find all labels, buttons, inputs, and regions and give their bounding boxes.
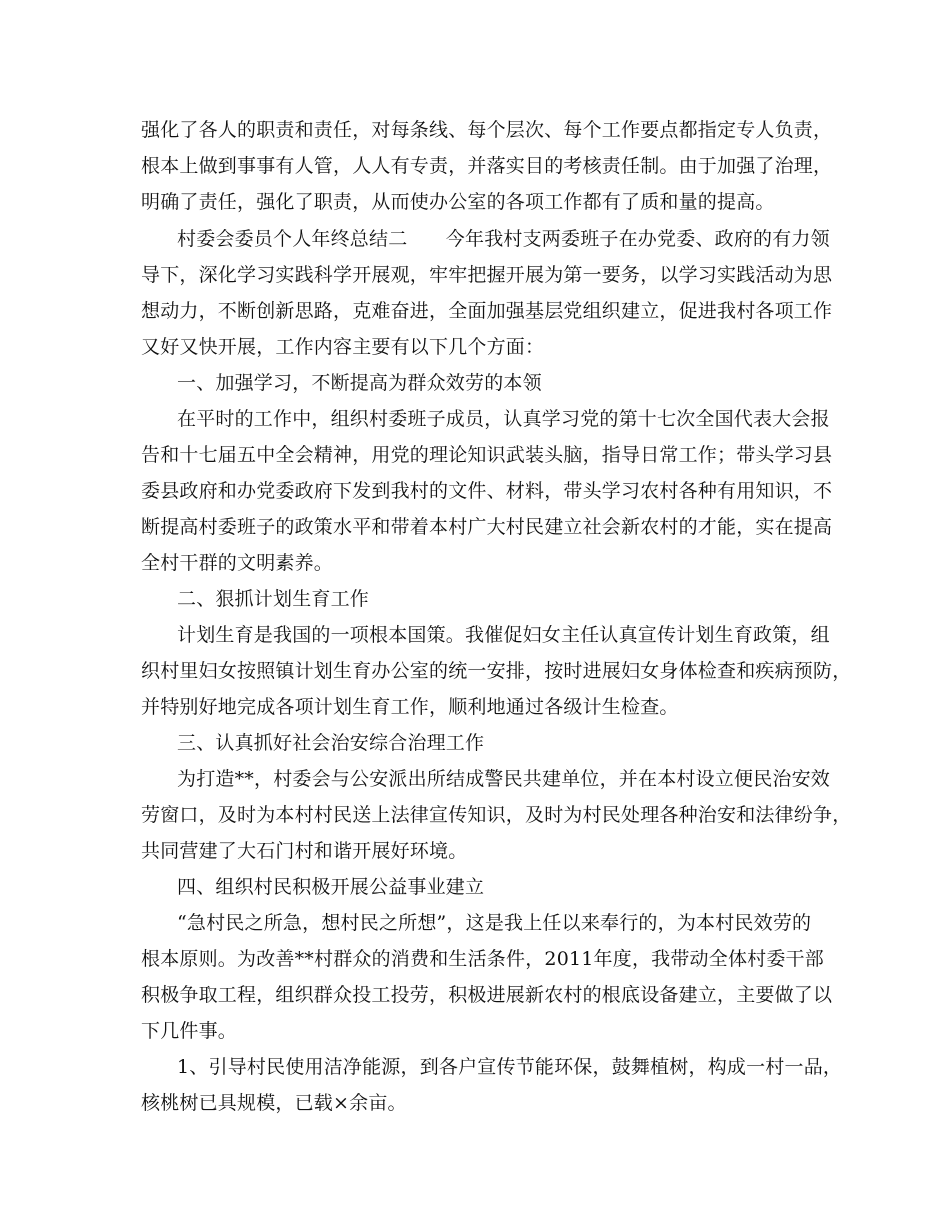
text-line: 断提高村委班子的政策水平和带着本村广大村民建立社会新农村的才能，实在提高 (141, 516, 833, 538)
text-line: 明确了责任，强化了职责，从而使办公室的各项工作都有了质和量的提高。 (141, 191, 775, 213)
text-line: 想动力，不断创新思路，克难奋进，全面加强基层党组织建立，促进我村各项工作 (141, 300, 833, 322)
text-line: 委县政府和办党委政府下发到我村的文件、材料，带头学习农村各种有用知识，不 (141, 480, 833, 502)
text-line: 积极争取工程，组织群众投工投劳，积极进展新农村的根底设备建立，主要做了以 (141, 984, 833, 1006)
text-line: 核桃树已具规模，已载×余亩。 (141, 1092, 407, 1114)
text-line: “急村民之所急，想村民之所想”，这是我上任以来奉行的，为本村民效劳的 (177, 912, 812, 934)
text-line: 导下，深化学习实践科学开展观，牢牢把握开展为第一要务，以学习实践活动为思 (141, 264, 833, 286)
text-line: 强化了各人的职责和责任，对每条线、每个层次、每个工作要点都指定专人负责， (141, 119, 833, 141)
text-line: 在平时的工作中，组织村委班子成员，认真学习党的第十七次全国代表大会报 (177, 408, 830, 430)
text-line: 下几件事。 (141, 1020, 238, 1042)
text-line: 全村干群的文明素养。 (141, 552, 334, 574)
text-line: 为打造**，村委会与公安派出所结成警民共建单位，并在本村设立便民治安效 (177, 768, 831, 790)
text-line: 织村里妇女按照镇计划生育办公室的统一安排，按时进展妇女身体检查和疾病预防， (141, 660, 852, 682)
section-heading: 四、组织村民积极开展公益事业建立 (177, 876, 485, 898)
text-line: 根本上做到事事有人管，人人有专责，并落实目的考核责任制。由于加强了治理， (141, 155, 833, 177)
text-line: 村委会委员个人年终总结二 今年我村支两委班子在办党委、政府的有力领 (177, 228, 830, 250)
text-line: 并特别好地完成各项计划生育工作，顺利地通过各级计生检查。 (141, 696, 679, 718)
text-line: 共同营建了大石门村和谐开展好环境。 (141, 840, 468, 862)
text-line: 计划生育是我国的一项根本国策。我催促妇女主任认真宣传计划生育政策，组 (177, 624, 830, 646)
text-line: 劳窗口，及时为本村村民送上法律宣传知识，及时为村民处理各种治安和法律纷争， (141, 804, 852, 826)
section-heading: 一、加强学习，不断提高为群众效劳的本领 (177, 372, 542, 394)
text-line: 根本原则。为改善**村群众的消费和生活条件，2011年度，我带动全体村委干部 (141, 948, 824, 970)
text-line: 1、引导村民使用洁净能源，到各户宣传节能环保，鼓舞植树，构成一村一品， (177, 1056, 843, 1078)
section-heading: 三、认真抓好社会治安综合治理工作 (177, 732, 485, 754)
text-line: 告和十七届五中全会精神，用党的理论知识武装头脑，指导日常工作；带头学习县 (141, 444, 833, 466)
text-line: 又好又快开展，工作内容主要有以下几个方面： (141, 336, 545, 358)
section-heading: 二、狠抓计划生育工作 (177, 588, 370, 610)
